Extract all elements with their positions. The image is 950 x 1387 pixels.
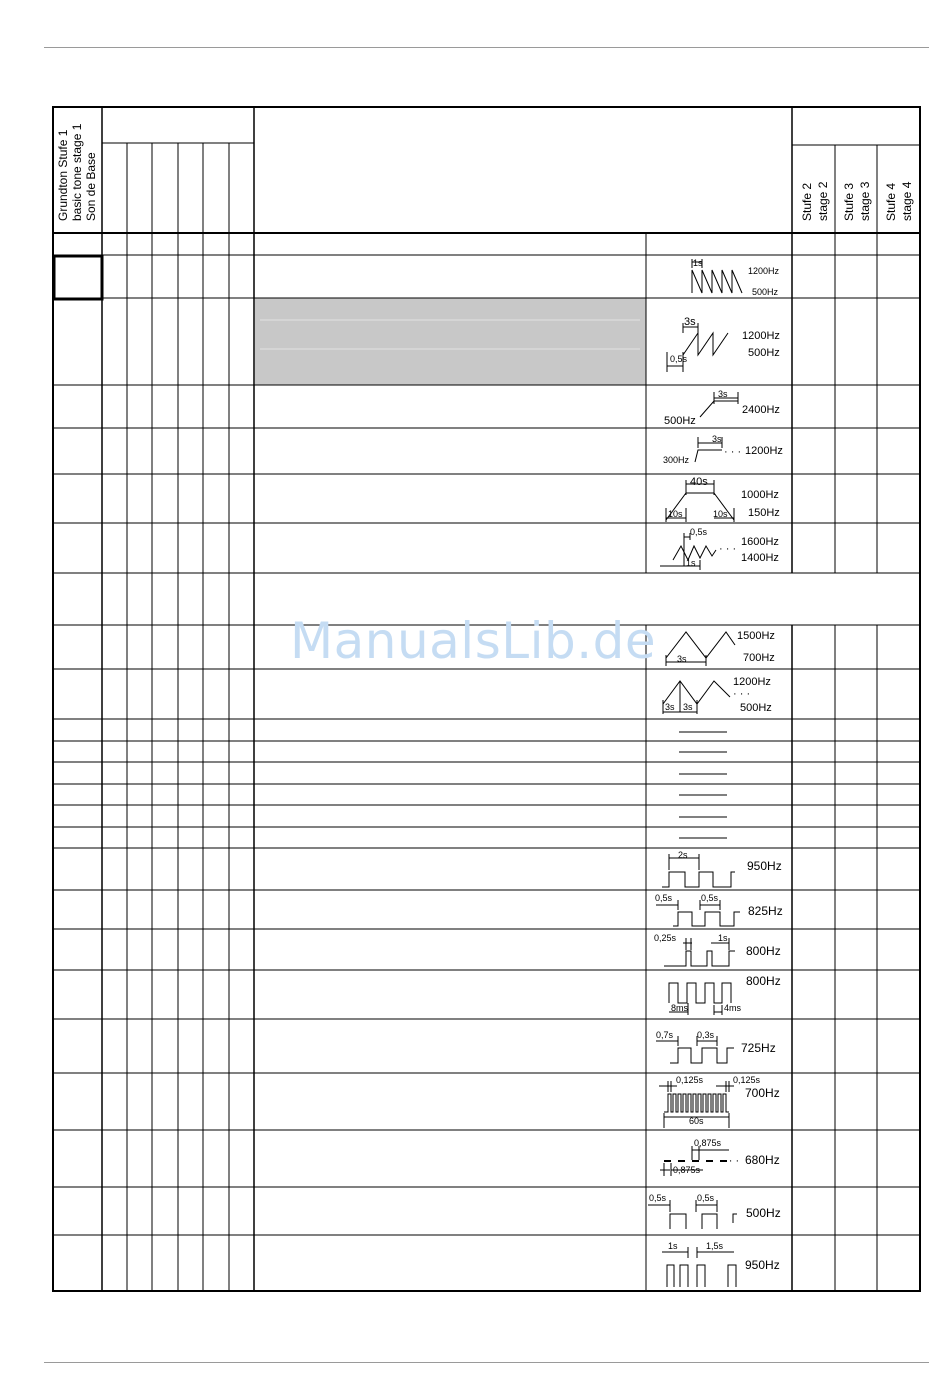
header-stage-4 bbox=[884, 181, 914, 221]
r2-lo: 500Hz bbox=[748, 347, 780, 359]
r2-t1: 3s bbox=[684, 316, 696, 328]
watermark: ManualsLib.de bbox=[290, 612, 657, 670]
r1-lo: 500Hz bbox=[752, 287, 779, 297]
r9-t2: 3s bbox=[683, 702, 693, 712]
shaded-cell bbox=[255, 298, 646, 385]
r21-t3: 60s bbox=[689, 1116, 704, 1126]
r23-t2: 0,5s bbox=[697, 1193, 715, 1203]
r18-f: 800Hz bbox=[746, 944, 781, 958]
r9-lo: 500Hz bbox=[740, 702, 772, 714]
svg-text:Stufe 2: Stufe 2 bbox=[800, 182, 814, 221]
header-basic-tone bbox=[56, 123, 98, 221]
r6-hi: 1600Hz bbox=[741, 536, 779, 548]
header-stage-3 bbox=[842, 181, 872, 221]
r22-t1: 0,875s bbox=[694, 1138, 722, 1148]
svg-text:Stufe 3: Stufe 3 bbox=[842, 182, 856, 221]
r9-dots: · · · bbox=[733, 688, 751, 700]
waveform-ramp-2 bbox=[667, 323, 728, 372]
r6-dots: · · · bbox=[719, 543, 737, 555]
r17-t1: 0,5s bbox=[655, 893, 673, 903]
r1-t: 1s bbox=[693, 258, 703, 268]
diagram-labels bbox=[649, 258, 783, 1272]
header-stage-2 bbox=[800, 181, 830, 221]
svg-text:basic tone stage 1: basic tone stage 1 bbox=[70, 123, 84, 221]
r4-t: 3s bbox=[712, 434, 722, 444]
r22-t2: 0,875s bbox=[673, 1165, 701, 1175]
r8-lo: 700Hz bbox=[743, 652, 775, 664]
r3-hi: 2400Hz bbox=[742, 404, 780, 416]
waveform-square-20 bbox=[656, 1036, 734, 1063]
svg-text:Stufe 4: Stufe 4 bbox=[884, 182, 898, 221]
r9-hi: 1200Hz bbox=[733, 676, 771, 688]
r19-t1: 8ms bbox=[671, 1003, 689, 1013]
table-grid bbox=[53, 107, 920, 1291]
r24-f: 950Hz bbox=[745, 1258, 780, 1272]
r3-lo: 500Hz bbox=[664, 415, 696, 427]
r24-t2: 1,5s bbox=[706, 1241, 724, 1251]
svg-text:Grundton Stufe 1: Grundton Stufe 1 bbox=[56, 129, 70, 221]
r5-t1: 40s bbox=[690, 476, 708, 488]
r5-hi: 1000Hz bbox=[741, 489, 779, 501]
r2-t2: 0,5s bbox=[670, 354, 688, 364]
r3-t: 3s bbox=[718, 389, 728, 399]
r1-hi: 1200Hz bbox=[748, 266, 780, 276]
r4-lo: 300Hz bbox=[663, 455, 690, 465]
svg-text:stage 4: stage 4 bbox=[900, 181, 914, 221]
waveform-square-24 bbox=[662, 1247, 736, 1287]
r17-t2: 0,5s bbox=[701, 893, 719, 903]
r16-f: 950Hz bbox=[747, 859, 782, 873]
svg-text:stage 3: stage 3 bbox=[858, 181, 872, 221]
r6-t1: 0,5s bbox=[690, 527, 708, 537]
r6-t2: 1s bbox=[686, 558, 696, 568]
r6-lo: 1400Hz bbox=[741, 552, 779, 564]
r18-t2: 1s bbox=[718, 933, 728, 943]
r5-lo: 150Hz bbox=[748, 507, 780, 519]
svg-text:stage 2: stage 2 bbox=[816, 181, 830, 221]
r5-t3: 10s bbox=[713, 509, 728, 519]
r18-t1: 0,25s bbox=[654, 933, 677, 943]
r5-t2: 10s bbox=[668, 509, 683, 519]
r22-f: 680Hz bbox=[745, 1153, 780, 1167]
waveform-square-17 bbox=[656, 900, 740, 926]
r20-f: 725Hz bbox=[741, 1041, 776, 1055]
r20-t2: 0,3s bbox=[697, 1030, 715, 1040]
r2-hi: 1200Hz bbox=[742, 330, 780, 342]
r16-t: 2s bbox=[678, 850, 688, 860]
r22-dots: · · · bbox=[722, 1155, 740, 1167]
r19-f: 800Hz bbox=[746, 974, 781, 988]
r21-t1: 0,125s bbox=[676, 1075, 704, 1085]
r23-f: 500Hz bbox=[746, 1206, 781, 1220]
r8-t: 3s bbox=[677, 654, 687, 664]
r24-t1: 1s bbox=[668, 1241, 678, 1251]
r21-t2: 0,125s bbox=[733, 1075, 761, 1085]
r21-f: 700Hz bbox=[745, 1086, 780, 1100]
r20-t1: 0,7s bbox=[656, 1030, 674, 1040]
r19-t2: 4ms bbox=[724, 1003, 742, 1013]
waveform-square-16 bbox=[662, 854, 735, 887]
r17-f: 825Hz bbox=[748, 904, 783, 918]
waveform-continuous bbox=[679, 732, 727, 838]
r23-t1: 0,5s bbox=[649, 1193, 667, 1203]
r8-hi: 1500Hz bbox=[737, 630, 775, 642]
svg-text:Son de Base: Son de Base bbox=[84, 152, 98, 221]
r4-hi: 1200Hz bbox=[745, 445, 783, 457]
r4-dots: · · · bbox=[724, 446, 742, 458]
waveform-square-23 bbox=[648, 1200, 737, 1229]
r9-t1: 3s bbox=[665, 702, 675, 712]
